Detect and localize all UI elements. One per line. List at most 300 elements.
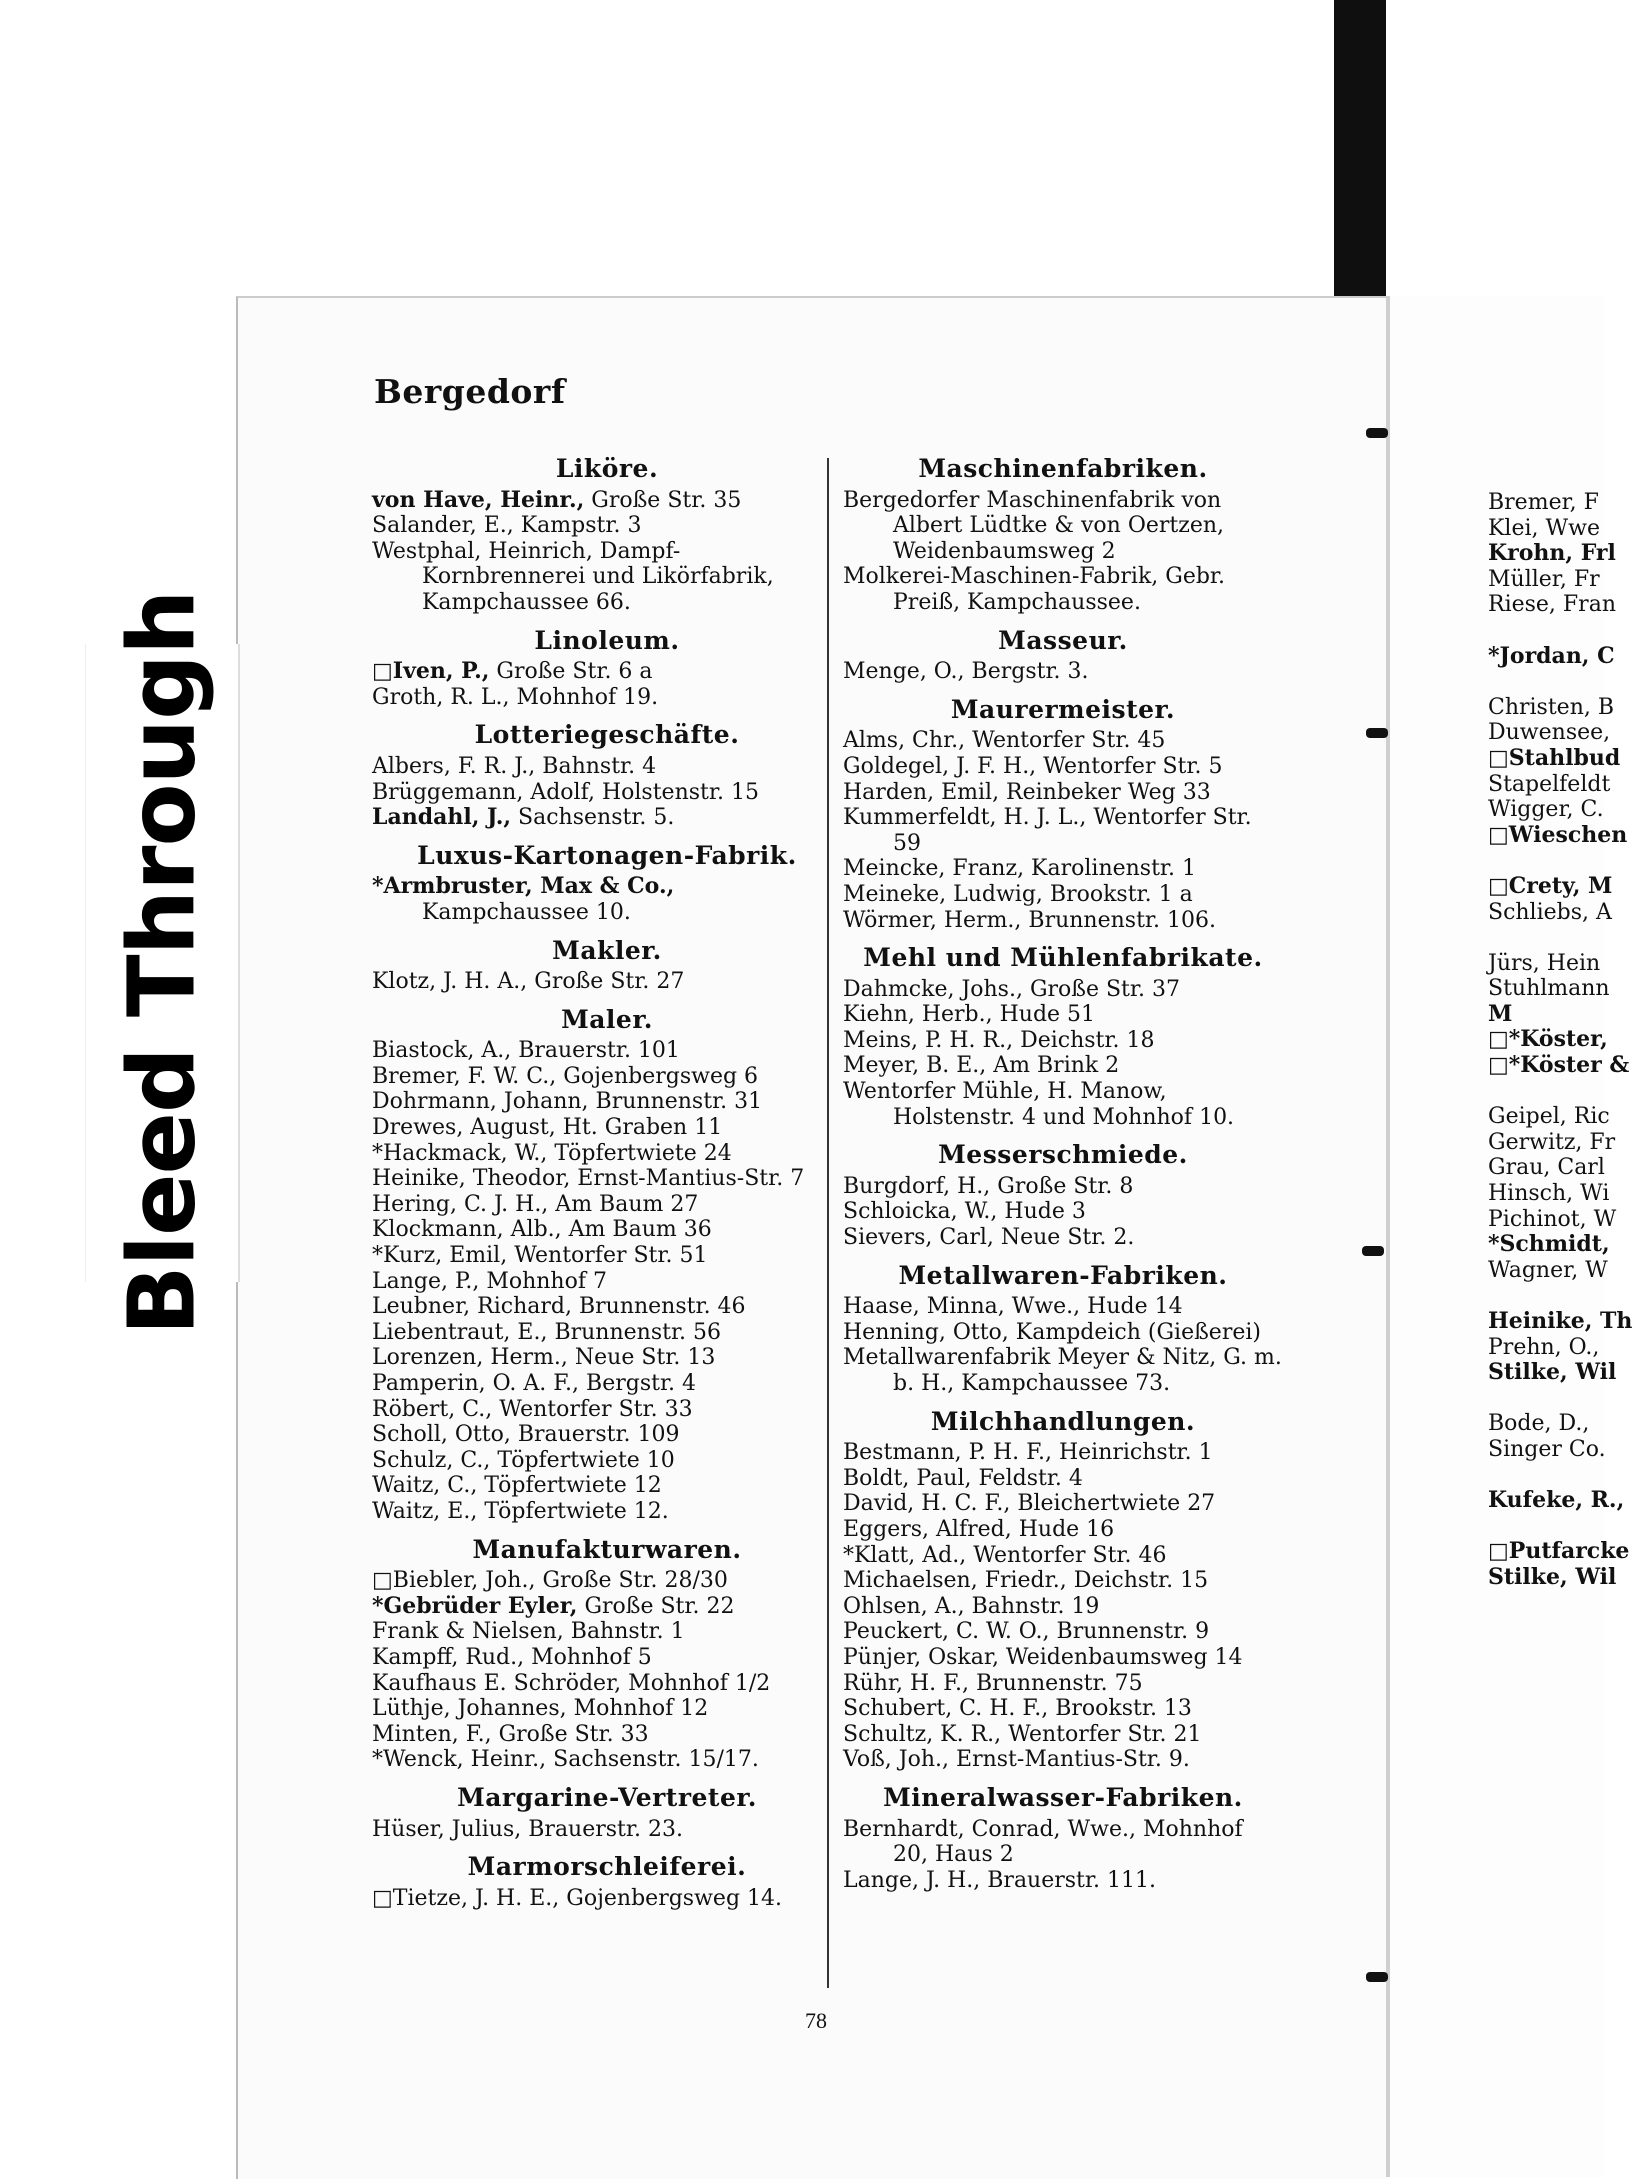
directory-entry: [843, 728, 1283, 754]
entry-name: Schulz, C.,: [372, 1447, 491, 1473]
entry-address: Heinrichstr. 1: [1051, 1440, 1213, 1466]
directory-section: [372, 1782, 842, 1842]
entry-name: Bestmann, P. H. F.,: [843, 1440, 1052, 1466]
entry-address: Deichstr. 15: [1066, 1568, 1209, 1594]
entry-name: Waitz, C.,: [372, 1473, 478, 1499]
entry-name: Waitz, E.,: [372, 1498, 478, 1524]
directory-entry: [843, 1174, 1283, 1200]
entry-name: Röbert, C.,: [372, 1396, 493, 1422]
entry-address: Weidenbaumsweg 2: [893, 538, 1116, 564]
entry-address: Töpfertwiete 10: [490, 1447, 675, 1473]
entry-address: Karolinenstr. 1: [1024, 856, 1197, 882]
directory-section: [843, 1406, 1283, 1773]
directory-section: [843, 1142, 1283, 1250]
entry-address: Wentorfer Str. 46: [966, 1542, 1167, 1568]
entry-address: Ht. Graben 11: [555, 1115, 723, 1141]
adjacent-page-line: Singer Co.: [1488, 1436, 1606, 1462]
entry-address: Wentorfer Str. 21: [1001, 1721, 1202, 1747]
adjacent-page-line: [1488, 848, 1600, 874]
adjacent-page-line: [1488, 1386, 1600, 1412]
entry-name: Rühr, H. F.,: [843, 1670, 969, 1696]
adjacent-page-line: Geipel, Ric: [1488, 1104, 1610, 1130]
entry-address: Hude 51: [992, 1002, 1096, 1028]
entry-name: Biastock, A.,: [372, 1038, 512, 1064]
entry-name: □Biebler, Joh.,: [372, 1568, 536, 1594]
entry-name: Schubert, C. H. F.,: [843, 1696, 1049, 1722]
entry-address: Am Brink 2: [986, 1053, 1120, 1079]
entry-address: Große Str. 28/30: [535, 1568, 728, 1594]
entry-address: Töpfertwiete 12: [477, 1473, 662, 1499]
directory-section: [372, 1004, 842, 1525]
entry-name: *Hackmack, W.,: [372, 1140, 548, 1166]
entry-address: Töpfertwiete 12.: [477, 1498, 669, 1524]
directory-entry: [843, 1466, 1283, 1492]
directory-entry: [843, 1543, 1283, 1569]
adjacent-page-line: [1488, 618, 1600, 644]
directory-section: [372, 935, 842, 995]
directory-entry: [372, 1269, 842, 1295]
directory-entry: [843, 977, 1283, 1003]
entry-address: Brunnenstr. 56: [547, 1319, 722, 1345]
adjacent-page-line: Bode, D.,: [1488, 1411, 1590, 1437]
entry-name: *Klatt, Ad.,: [843, 1542, 967, 1568]
directory-entry: [843, 488, 1283, 565]
directory-entry: [372, 1817, 842, 1843]
entry-address: Brunnenstr. 46: [571, 1294, 746, 1320]
entry-name: Bernhardt, Conrad, Wwe.,: [843, 1816, 1136, 1842]
entry-address: Töpfertwiete 24: [547, 1140, 732, 1166]
entry-name: Kiehn, Herb.,: [843, 1002, 993, 1028]
entry-name: Frank & Nielsen,: [372, 1619, 564, 1645]
directory-entry: [372, 488, 842, 514]
entry-address: Wentorfer Str. 45: [965, 728, 1166, 754]
entry-name: Meincke, Franz,: [843, 856, 1025, 882]
directory-entry: [372, 1089, 842, 1115]
directory-entry: [372, 1722, 842, 1748]
entry-name: Haase, Minna, Wwe.,: [843, 1294, 1081, 1320]
directory-entry: [372, 1747, 842, 1773]
adjacent-page-line: □Putfarcke: [1488, 1538, 1630, 1565]
entry-name: Kaufhaus E. Schröder,: [372, 1670, 622, 1696]
directory-entry: [843, 1645, 1283, 1671]
directory-entry: [372, 1594, 842, 1620]
entry-name: □Tietze, J. H. E.,: [372, 1885, 560, 1911]
entry-name: Bergedorfer Maschinenfabrik von Albert Lüdtke & von Oertzen,: [843, 487, 1225, 539]
entry-address: Große Str. 27: [527, 969, 685, 995]
entry-name: Lüthje, Johannes,: [372, 1696, 567, 1722]
directory-entry: [372, 1345, 842, 1371]
directory-entry: [843, 1225, 1283, 1251]
entry-name: Salander, E.,: [372, 513, 514, 539]
directory-section: [843, 1782, 1283, 1893]
entry-name: Burgdorf, H.,: [843, 1173, 991, 1199]
bleed-through-label: Bleed Through: [108, 590, 216, 1336]
directory-entry: [372, 1619, 842, 1645]
adjacent-page-line: □*Köster &: [1488, 1052, 1630, 1079]
page-number: 78: [805, 2008, 827, 2033]
binding-mark: [1366, 428, 1388, 438]
directory-entry: [372, 780, 842, 806]
entry-address: Brunnenstr. 106.: [1021, 907, 1216, 933]
directory-entry: [843, 1568, 1283, 1594]
directory-section: [843, 456, 1283, 616]
section-heading: Manufakturwaren.: [472, 1534, 742, 1564]
adjacent-page-line: Prehn, O.,: [1488, 1334, 1600, 1360]
adjacent-page-line: Heinike, Th: [1488, 1308, 1632, 1334]
entry-address: Bergstr. 4: [579, 1371, 697, 1396]
entry-address: Bahnstr. 4: [535, 753, 657, 779]
adjacent-page-line: *Jordan, C: [1488, 642, 1615, 669]
entry-name: Lorenzen, Herm.,: [372, 1345, 568, 1371]
directory-section: [843, 625, 1283, 685]
adjacent-page-line: Pichinot, W: [1488, 1206, 1617, 1232]
directory-entry: [372, 969, 842, 995]
directory-entry: [372, 1217, 842, 1243]
directory-entry: [843, 1345, 1283, 1396]
directory-entry: [372, 1886, 842, 1912]
entry-name: Alms, Chr.,: [843, 728, 966, 754]
column-divider: [827, 458, 829, 1988]
directory-entry: [372, 1568, 842, 1594]
entry-address: Brauerstr. 111.: [980, 1867, 1156, 1893]
entry-name: David, H. C. F.,: [843, 1491, 1011, 1517]
entry-name: Metallwarenfabrik Meyer & Nitz,: [843, 1345, 1217, 1371]
directory-entry: [843, 1002, 1283, 1028]
entry-address: Sachsenstr. 15/17.: [546, 1747, 759, 1773]
entry-address: Brookstr. 13: [1048, 1696, 1192, 1722]
directory-section: [372, 625, 842, 711]
adjacent-page-line: M: [1488, 1000, 1513, 1027]
section-heading: Lotteriegeschäfte.: [474, 720, 740, 750]
directory-section: [843, 694, 1283, 933]
entry-name: Klockmann, Alb.,: [372, 1217, 562, 1243]
adjacent-page-line: [1488, 669, 1600, 695]
directory-entry: [843, 1747, 1283, 1773]
entry-name: Liebentraut, E.,: [372, 1319, 548, 1345]
entry-name: Brüggemann, Adolf,: [372, 779, 595, 805]
entry-name: Scholl, Otto,: [372, 1422, 511, 1448]
directory-entry: [372, 874, 842, 925]
entry-address: Brunnenstr. 31: [588, 1089, 763, 1115]
adjacent-page-line: Wagner, W: [1488, 1257, 1608, 1283]
adjacent-page-line: □Stahlbud: [1488, 744, 1621, 771]
entry-address: Deichstr. 18: [1013, 1027, 1155, 1053]
entry-address: Holstenstr. 15: [594, 779, 759, 805]
entry-address: Große Str. 6 a: [489, 659, 653, 685]
entry-address: H. Manow, Holstenstr. 4 und Mohnhof 10.: [893, 1079, 1235, 1130]
entry-name: Leubner, Richard,: [372, 1294, 572, 1320]
entry-name: Albers, F. R. J.,: [372, 753, 536, 779]
directory-entry: [372, 1166, 842, 1192]
entry-name: Heinike, Theodor,: [372, 1166, 571, 1192]
section-heading: Linoleum.: [534, 625, 680, 655]
adjacent-page-line: *Schmidt,: [1488, 1231, 1610, 1258]
directory-section: [372, 1854, 842, 1911]
directory-entry: [843, 1722, 1283, 1748]
section-heading: Makler.: [552, 935, 662, 965]
adjacent-page-line: Schliebs, A: [1488, 899, 1612, 925]
entry-address: Große Str. 37: [1022, 976, 1180, 1002]
entry-name: Klotz, J. H. A.,: [372, 969, 528, 995]
entry-address: Wentorfer Str. 59: [893, 805, 1252, 856]
entry-address: Dampf-Kornbrennerei und Likörfabrik, Kampchaussee 66.: [422, 538, 774, 615]
adjacent-page-line: □Wieschen: [1488, 821, 1628, 848]
section-heading: Liköre.: [555, 454, 659, 483]
adjacent-page-line: Klei, Wwe: [1488, 515, 1600, 541]
entry-name: Wörmer, Herm.,: [843, 907, 1022, 933]
entry-name: Bremer, F. W. C.,: [372, 1063, 557, 1089]
directory-entry: [843, 1696, 1283, 1722]
scanner-edge-top: [1334, 0, 1386, 306]
entry-name: Schloicka, W.,: [843, 1199, 998, 1225]
directory-section: [372, 1534, 842, 1773]
directory-entry: [372, 1243, 842, 1269]
directory-entry: [372, 1371, 842, 1397]
entry-address: Kampdeich (Gießerei): [1008, 1319, 1261, 1345]
adjacent-page-line: Bremer, F: [1488, 490, 1599, 515]
adjacent-page-line: Stuhlmann: [1488, 976, 1610, 1002]
directory-entry: [843, 1619, 1283, 1645]
adjacent-page-line: Riese, Fran: [1488, 592, 1616, 618]
adjacent-page-line: [1488, 1463, 1600, 1489]
entry-name: Drewes, August,: [372, 1115, 556, 1141]
adjacent-page-line: Gerwitz, Fr: [1488, 1129, 1616, 1155]
adjacent-page-line: Stilke, Wil: [1488, 1359, 1617, 1386]
entry-address: Feldstr. 4: [971, 1465, 1083, 1491]
adjacent-page-line: □Crety, M: [1488, 872, 1613, 899]
entry-address: Neue Str. 13: [567, 1345, 716, 1371]
entry-name: Westphal, Heinrich,: [372, 538, 593, 564]
entry-address: Wentorfer Str. 33: [492, 1396, 693, 1422]
directory-section: [372, 456, 842, 616]
directory-entry: [843, 754, 1283, 780]
entry-name: *Wenck, Heinr.,: [372, 1747, 547, 1773]
entry-name: *Gebrüder Eyler,: [372, 1592, 578, 1619]
entry-address: Bahnstr. 1: [563, 1619, 685, 1645]
entry-name: Meineke, Ludwig,: [843, 881, 1043, 907]
directory-entry: [372, 1671, 842, 1697]
entry-name: Boldt, Paul,: [843, 1465, 972, 1491]
entry-address: Kampchaussee 10.: [422, 899, 631, 925]
entry-address: Hude 16: [1011, 1516, 1115, 1542]
binding-mark: [1366, 1972, 1388, 1982]
entry-address: Mohnhof 1/2: [621, 1670, 771, 1696]
entry-name: Eggers, Alfred,: [843, 1516, 1012, 1542]
directory-entry: [372, 1064, 842, 1090]
entry-address: Wentorfer Str. 51: [507, 1243, 708, 1269]
binding-mark: [1362, 1246, 1384, 1256]
directory-entry: [843, 1491, 1283, 1517]
directory-entry: [843, 1053, 1283, 1079]
directory-entry: [843, 908, 1283, 934]
entry-address: Wentorfer Str. 5: [1036, 753, 1223, 779]
directory-entry: [843, 564, 1283, 615]
entry-name: Molkerei-Maschinen-Fabrik,: [843, 564, 1159, 590]
entry-address: Brauerstr. 109: [510, 1422, 680, 1448]
entry-address: Mohnhof 20, Haus 2: [893, 1816, 1243, 1868]
section-heading: Milchhandlungen.: [930, 1406, 1196, 1436]
entry-name: Voß, Joh.,: [843, 1747, 950, 1773]
entry-name: Menge, O.,: [843, 659, 965, 685]
entry-name: Ohlsen, A.,: [843, 1593, 965, 1619]
section-heading: Maler.: [561, 1004, 653, 1034]
adjacent-page-line: Wigger, C.: [1488, 797, 1604, 823]
directory-entry: [372, 1038, 842, 1064]
entry-name: Meins, P. H. R.,: [843, 1027, 1014, 1053]
directory-entry: [843, 1517, 1283, 1543]
entry-name: Goldegel, J. F. H.,: [843, 753, 1037, 779]
entry-address: Mohnhof 19.: [509, 684, 659, 710]
left-column: [372, 446, 842, 1923]
adjacent-page-line: Müller, Fr: [1488, 566, 1600, 592]
entry-name: Henning, Otto,: [843, 1319, 1009, 1345]
entry-address: Mohnhof 7: [479, 1268, 607, 1294]
directory-entry: [843, 1294, 1283, 1320]
entry-name: Dahmcke, Johs.,: [843, 976, 1023, 1002]
entry-name: Hüser, Julius,: [372, 1816, 522, 1842]
entry-address: Gojenbergsweg 6: [556, 1063, 759, 1089]
entry-name: von Have, Heinr.,: [372, 486, 585, 513]
directory-entry: [372, 685, 842, 711]
directory-entry: [372, 659, 842, 685]
directory-entry: [372, 1473, 842, 1499]
adjacent-page-line: □*Köster,: [1488, 1026, 1608, 1053]
directory-entry: [372, 1499, 842, 1525]
entry-name: Michaelsen, Friedr.,: [843, 1568, 1067, 1594]
entry-address: Brunnenstr. 9: [1049, 1619, 1210, 1645]
directory-entry: [372, 1115, 842, 1141]
section-heading: Luxus-Kartonagen-Fabrik.: [417, 840, 797, 870]
entry-name: Lange, J. H.,: [843, 1867, 981, 1893]
entry-address: Ernst-Mantius-Str. 7: [570, 1166, 805, 1192]
adjacent-page-line: [1488, 1514, 1600, 1540]
entry-address: Bleichertwiete 27: [1010, 1491, 1216, 1517]
adjacent-page-text: [1488, 490, 1632, 1591]
entry-address: Brauerstr. 101: [511, 1038, 680, 1064]
directory-entry: [843, 1199, 1283, 1225]
entry-address: Kampstr. 3: [513, 513, 642, 539]
directory-entry: [372, 805, 842, 831]
directory-section: [843, 1260, 1283, 1397]
section-heading: Marmorschleiferei.: [467, 1852, 747, 1882]
entry-address: Ernst-Mantius-Str. 9.: [949, 1747, 1190, 1773]
directory-section: [372, 722, 842, 830]
section-heading: Maschinenfabriken.: [918, 454, 1208, 483]
entry-address: Brauerstr. 23.: [521, 1816, 683, 1842]
entry-name: Pamperin, O. A. F.,: [372, 1371, 580, 1396]
entry-name: Meyer, B. E.,: [843, 1053, 987, 1079]
entry-address: Hude 14: [1080, 1294, 1183, 1320]
entry-name: Kummerfeldt, H. J. L.,: [843, 805, 1087, 831]
entry-name: Lange, P.,: [372, 1268, 480, 1294]
directory-entry: [843, 1028, 1283, 1054]
directory-entry: [843, 1594, 1283, 1620]
directory-entry: [372, 1141, 842, 1167]
adjacent-page-line: Jürs, Hein: [1488, 950, 1601, 976]
entry-name: Harden, Emil,: [843, 779, 1000, 805]
directory-entry: [372, 754, 842, 780]
directory-entry: [372, 1448, 842, 1474]
entry-name: Kampff, Rud.,: [372, 1644, 525, 1670]
section-heading: Masseur.: [998, 625, 1128, 655]
running-head: Bergedorf: [374, 372, 566, 411]
directory-entry: [372, 539, 842, 616]
directory-entry: [372, 1696, 842, 1722]
entry-address: Bergstr. 3.: [964, 659, 1089, 685]
section-heading: Mehl und Mühlenfabrikate.: [863, 943, 1263, 973]
entry-address: Große Str. 35: [584, 487, 742, 513]
directory-entry: [372, 1645, 842, 1671]
directory-entry: [843, 780, 1283, 806]
entry-name: *Kurz, Emil,: [372, 1243, 508, 1269]
entry-name: Sievers, Carl,: [843, 1225, 994, 1251]
entry-address: Neue Str. 2.: [993, 1225, 1135, 1251]
entry-address: Mohnhof 12: [566, 1696, 709, 1722]
directory-entry: [843, 856, 1283, 882]
directory-entry: [372, 1294, 842, 1320]
entry-address: Bahnstr. 19: [964, 1593, 1100, 1619]
entry-name: Minten, F.,: [372, 1721, 492, 1747]
entry-name: Pünjer, Oskar,: [843, 1644, 999, 1670]
adjacent-page-line: [1488, 925, 1600, 951]
directory-entry: [843, 1320, 1283, 1346]
entry-address: Gebr. Preiß, Kampchaussee.: [893, 564, 1226, 615]
entry-address: Weidenbaumsweg 14: [998, 1644, 1243, 1670]
entry-address: Hude 3: [997, 1199, 1086, 1225]
entry-name: *Armbruster, Max & Co.,: [372, 873, 675, 900]
entry-name: Wentorfer Mühle,: [843, 1079, 1041, 1105]
entry-address: Mohnhof 5: [524, 1644, 652, 1670]
adjacent-page-line: Hinsch, Wi: [1488, 1181, 1610, 1207]
directory-entry: [843, 1817, 1283, 1868]
entry-address: Sachsenstr. 5.: [511, 805, 675, 831]
adjacent-page-line: Stilke, Wil: [1488, 1563, 1617, 1590]
entry-name: Schultz, K. R.,: [843, 1721, 1002, 1747]
adjacent-page-line: Stapelfeldt: [1488, 771, 1611, 797]
binding-mark: [1366, 728, 1388, 738]
section-heading: Mineralwasser-Fabriken.: [883, 1782, 1243, 1812]
directory-entry: [843, 882, 1283, 908]
adjacent-page-line: Christen, B: [1488, 694, 1615, 720]
entry-address: Gojenbergsweg 14.: [559, 1885, 783, 1911]
adjacent-page-line: Kufeke, R.,: [1488, 1487, 1625, 1514]
adjacent-page-line: Grau, Carl: [1488, 1155, 1605, 1181]
directory-section: [843, 945, 1283, 1130]
entry-name: Dohrmann, Johann,: [372, 1089, 589, 1115]
directory-entry: [372, 513, 842, 539]
section-heading: Maurermeister.: [950, 694, 1176, 724]
adjacent-page-line: [1488, 1079, 1600, 1105]
right-column: [843, 446, 1283, 1905]
entry-address: G. m. b. H., Kampchaussee 73.: [893, 1345, 1282, 1396]
directory-entry: [843, 1868, 1283, 1894]
entry-address: Brookstr. 1 a: [1042, 881, 1193, 907]
entry-address: Reinbeker Weg 33: [999, 779, 1211, 805]
entry-name: □Iven, P.,: [372, 658, 490, 685]
directory-entry: [372, 1192, 842, 1218]
directory-entry: [843, 1671, 1283, 1697]
entry-address: Am Baum 27: [548, 1191, 699, 1217]
entry-name: Hering, C. J. H.,: [372, 1191, 549, 1217]
adjacent-page-line: Duwensee,: [1488, 720, 1611, 746]
directory-section: [372, 840, 842, 926]
directory-entry: [372, 1320, 842, 1346]
entry-address: Am Baum 36: [561, 1217, 712, 1243]
adjacent-page-line: [1488, 1283, 1600, 1309]
section-heading: Metallwaren-Fabriken.: [898, 1260, 1228, 1290]
entry-name: Peuckert, C. W. O.,: [843, 1619, 1050, 1645]
entry-address: Große Str. 33: [491, 1721, 649, 1747]
